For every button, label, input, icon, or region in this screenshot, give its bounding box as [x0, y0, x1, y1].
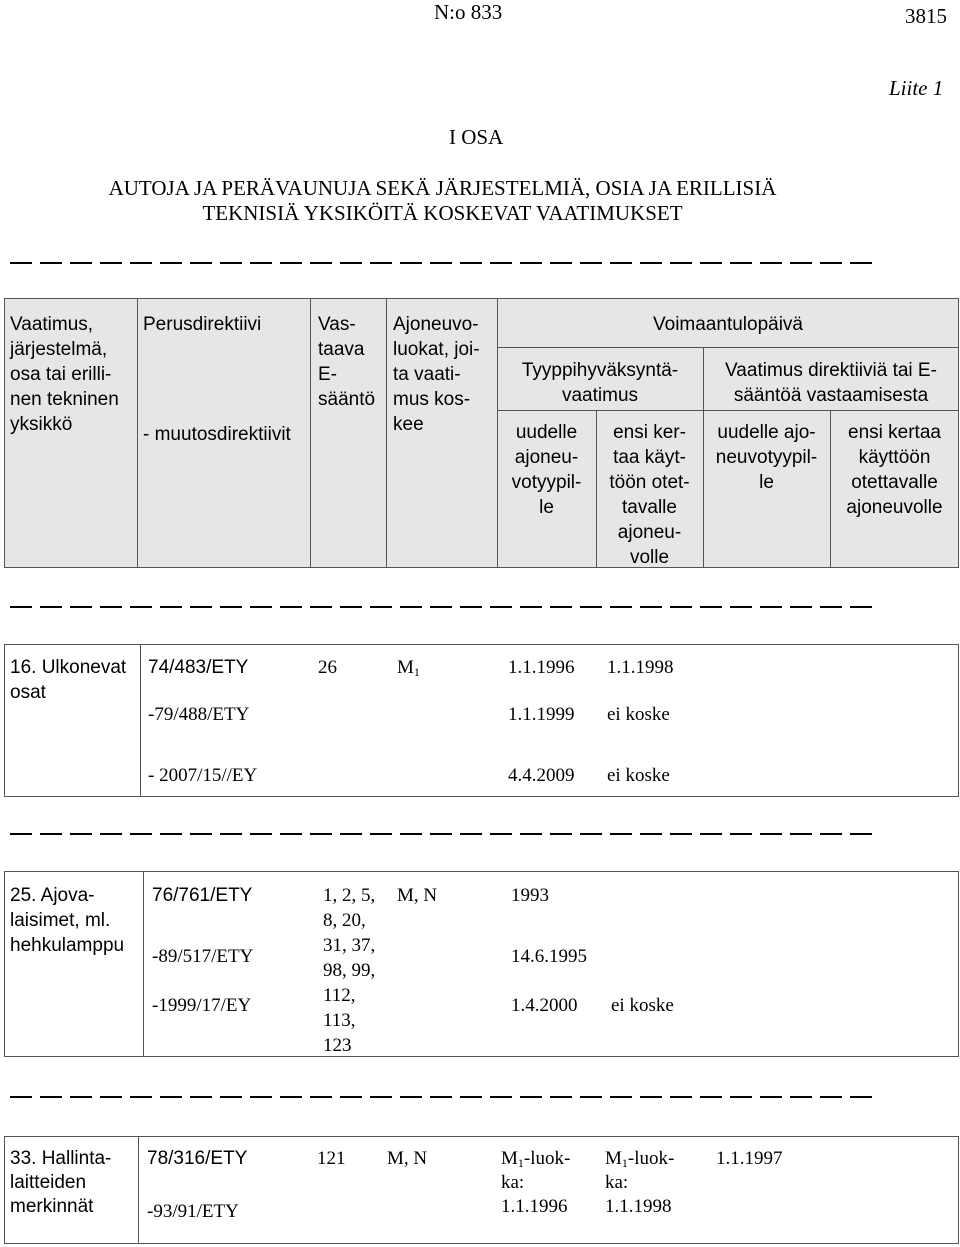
- section-16-date: ei koske: [607, 704, 670, 725]
- section-25-date: 1993: [511, 885, 549, 906]
- section-16-directive: 74/483/ETY: [148, 657, 249, 678]
- separator-dashed: [10, 833, 875, 835]
- section-25-class: M, N: [397, 885, 438, 906]
- header-effective-date: Voimaantulopäivä: [653, 314, 803, 335]
- separator-dashed: [10, 1096, 875, 1098]
- section-33-directive: 78/316/ETY: [147, 1148, 248, 1169]
- section-16-amendment: -79/488/ETY: [148, 704, 250, 725]
- section-25-date: ei koske: [611, 995, 674, 1016]
- header-amendments: - muutosdirektiivit: [143, 424, 291, 445]
- section-16-esaanto: 26: [318, 657, 337, 678]
- section-16-date: ei koske: [607, 765, 670, 786]
- separator-dashed: [10, 606, 875, 608]
- section-25-amendment: -1999/17/EY: [152, 995, 252, 1016]
- section-33-class: M, N: [387, 1148, 428, 1169]
- section-16-date: 1.1.1999: [508, 704, 575, 725]
- section-25: [4, 871, 959, 1057]
- part-title: I OSA: [449, 125, 504, 149]
- section-33-esaanto: 121: [317, 1148, 346, 1169]
- section-16-date: 1.1.1998: [607, 657, 674, 678]
- section-25-directive: 76/761/ETY: [152, 885, 253, 906]
- page-index: 3815: [905, 4, 947, 28]
- section-33-amendment: -93/91/ETY: [147, 1201, 239, 1222]
- section-25-date: 14.6.1995: [511, 946, 587, 967]
- section-33-label: 33. Hallinta-: [10, 1148, 112, 1169]
- main-title-line2: TEKNISIÄ YKSIKÖITÄ KOSKEVAT VAATIMUKSET: [202, 201, 683, 225]
- section-16-date: 1.1.1996: [508, 657, 575, 678]
- header-base-directive: Perusdirektiivi: [143, 314, 262, 335]
- section-16-class: $M_1$: [397, 657, 420, 679]
- page-number-label: N:o 833: [434, 0, 503, 24]
- section-16-amendment: - 2007/15//EY: [148, 765, 258, 786]
- section-25-amendment: -89/517/ETY: [152, 946, 254, 967]
- section-16-label: 16. Ulkonevat: [10, 657, 127, 678]
- separator-dashed: [10, 262, 875, 264]
- section-25-label: 25. Ajova-: [10, 885, 95, 906]
- annex-label: Liite 1: [889, 76, 944, 100]
- section-33-date: 1.1.1997: [716, 1148, 783, 1169]
- section-16-date: 4.4.2009: [508, 765, 575, 786]
- main-title-line1: AUTOJA JA PERÄVAUNUJA SEKÄ JÄRJESTELMIÄ, OSIA JA ERILLISIÄ: [108, 176, 777, 200]
- section-25-date: 1.4.2000: [511, 995, 578, 1016]
